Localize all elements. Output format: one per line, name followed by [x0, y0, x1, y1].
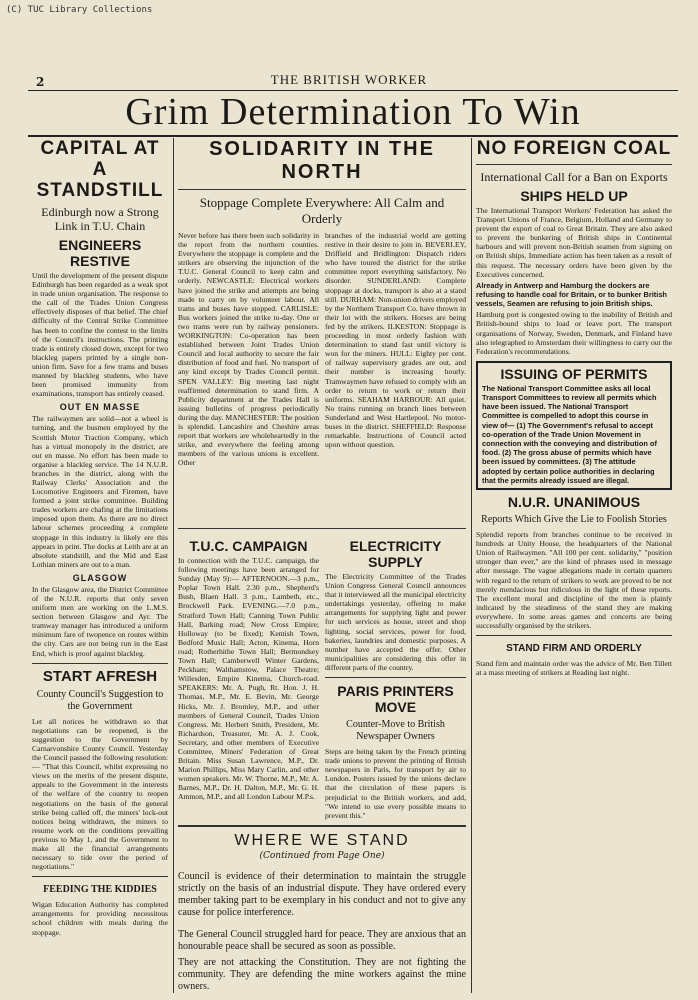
- section-head-electricity: ELECTRICITY SUPPLY: [349, 538, 442, 570]
- article-title-capital: CAPITAL AT A STANDSTILL: [36, 138, 164, 201]
- article-subtitle-paris: Counter-Move to British Newspaper Owners: [346, 719, 445, 743]
- article-text: In the Glasgow area, the District Committee of the N.U.R. reports that only seven uniform men are working on the L.M.S. section between Glasgow and Ayr. The tramway manager has introduced a uniform minimum fare of twopence on routes within the city. Cars are not being run in the East End, which is proof against blackleg.: [32, 584, 168, 658]
- section-head-tuc-campaign: T.U.C. CAMPAIGN: [189, 538, 308, 554]
- article-text: Council is evidence of their determination to maintain the struggle strictly on the basis of an industrial dispute. They have ordered every member taking part to be exemplary in his conduct and not to give any cause for police interference.: [178, 871, 466, 918]
- article-text: Wigan Education Authority has completed arrangements for providing necessitous school children with meals during the stoppage.: [32, 900, 168, 937]
- section-head-engineers: ENGINEERS RESTIVE: [58, 237, 142, 269]
- article-title-foreign-coal: NO FOREIGN COAL: [476, 138, 672, 159]
- article-subtitle-capital: Edinburgh now a Strong Link in T.U. Chain: [41, 205, 159, 233]
- section-divider: [476, 635, 672, 636]
- section-divider: [476, 164, 672, 165]
- section-divider: [178, 825, 466, 827]
- article-text: Never before has there been such solidarity in the report from the northern counties. Everywhere the stoppage is complete and the strikers are observing the injunction of the T.U.C. General Council to keep calm and orderly. NEWCASTLE: Electrical workers have joined the strike and attempts are being made to carry on by volunteer labour. All trams and buses have stopped. CARLISLE: Bus workers joined the strike to-day. One or two trams were run by railway pensioners. WORKINGTON: Co-operation has been established between Joint Trades Union Council and local authority to secure the fair distribution of food and fuel. No transport of any kind except by Trades Council permit. SPEN VALLEY: Big meeting last night reaffirmed determination to stand firm. A Publicity department at the Trades Hall is issuing bulletins of progress periodically during the day. MANCHESTER: The position is splendid. Lancashire and Cheshire areas report that workers are wholeheartedly in the strike, and everywhere the feeling among members of the various unions is excellent. Other: [178, 231, 319, 468]
- section-head-stand-firm: STAND FIRM AND ORDERLY: [506, 643, 642, 655]
- article-text: Let all notices be withdrawn so that negotiations can be reopened, is the suggestion to the Government by Carnarvonshire County Council. Yesterday the Council passed the following resolution:— "That this Council, whilst expressing no views on the merits of the present dispute, appeals to the Government in the interests of the welfare of the country to reopen negotiations on the basis of the general strike being called off, the miners' lock-out notices being withdrawn, the miners to resume work on the conditions prevailing previous to May 1, and the Government to make all the financial arrangements necessary to tide over the period of negotiations.": [32, 716, 168, 872]
- column-left: [32, 138, 168, 996]
- page-headline: Grim Determination To Win: [125, 91, 581, 133]
- article-title-solidarity: SOLIDARITY IN THE NORTH: [209, 138, 435, 183]
- article-text: In connection with the T.U.C. campaign, the following meetings have been arranged for Sunday (May 9):— AFTERNOON.—3 p.m., Poplar Town Hall. 2.30 p.m., Shepherd's Bush, Blaen Hall. 3 p.m., Lambeth, etc., Brockwell Park. EVENING.—7.0 p.m., Stratford Town Hall; Canning Town Public Hall, Barking road; New Cross Empire; Holloway (to be fixed); Kentish Town, Bedford Music Hall; Acton, Kinema, Horn road; Rotherhithe Town Hall; Bermondsey Town Hall; Camberwell Winter Gardens, Peckham; Walthamstow, Palace Theatre; Willesden, Empire Kinema, Church-road. SPEAKERS: Mr. A. Pugh, Rt. Hon. J. H. Thomas, M.P., Mr. E. Bevin, Mr. George Hicks, Mr. J. Bromley, M.P., and other members of General Council, Trades Union Congress. Mr. Herbert Smith, President, Mr. Richardson, Treasurer, Mr. A. J. Cook, Secretary, and other members of Executive Committee, Miners' Federation of Great Britain. Miss Susan Lawrence, M.P., Dr. Marion Phillips, Miss Mary Carlin, and other women speakers. Mr. W. Thorne, M.P., Mr. A. Barnes, M.P., Dr. H. Dalton, M.P., Mr. G. H. Ammon, M.P., and all London Labour M.P.s.: [178, 556, 319, 802]
- section-head-permits: ISSUING OF PERMITS: [500, 365, 648, 382]
- section-head-paris: PARIS PRINTERS MOVE: [337, 683, 454, 716]
- section-divider: [325, 677, 466, 678]
- article-text-bold: Already in Antwerp and Hamburg the dockers are refusing to handle coal for Britain, or to bunker British vessels, Seamen are refusing to join British ships.: [476, 280, 667, 309]
- section-head-out-en-masse: OUT EN MASSE: [59, 402, 141, 413]
- column-center: [178, 138, 466, 996]
- continued-note: (Continued from Page One): [259, 851, 385, 861]
- section-head-start-afresh: START AFRESH: [42, 667, 158, 685]
- article-text: Hamburg port is congested owing to the inability of British and British-bound ships to load or leave port. The transport organisations of Norway, Sweden, Denmark, and Finland have also telegraphed to Amsterdam their willingness to carry out the Federation's recommendations.: [476, 310, 672, 356]
- copyright-notice: (C) TUC Library Collections: [6, 5, 153, 15]
- headline-rule: [28, 135, 678, 137]
- column-divider-right: [471, 138, 472, 993]
- permits-box: [476, 361, 672, 490]
- section-head-ships-held-up: SHIPS HELD UP: [520, 188, 628, 204]
- article-text: Stand firm and maintain order was the advice of Mr. Ben Tillett at a mass meeting of strikers at Reading last night.: [476, 659, 672, 678]
- section-divider: [178, 189, 466, 190]
- article-text: Splendid reports from branches continue to be received in hundreds at Unity House, the headquarters of the National Union of Railwaymen. "All 100 per cent. solidarity," "position stronger than ever," are the kind of phrases used in message after message. The vague allegations made in certain quarters with regard to the return of strikers to work are proved to be not merely mendacious but ridiculous in the light of these reports. The excellent moral and discipline of the men is plainly indicated by the steadiness of the stand they are making everywhere. In some areas games and concerts are being successfully organised by the strikers.: [476, 530, 672, 630]
- article-subtitle-county: County Council's Suggestion to the Government: [36, 688, 164, 712]
- solidarity-body: [178, 231, 466, 523]
- article-text: Until the development of the present dispute Edinburgh has been regarded as a weak spot in trade union organisation. The response to the call of the Trades Union Congress effectively disposes of that belief. The chief difficulty of the Central Strike Committee has been to confine the contest to the limits of the Council's instructions. The printing trade is entirely closed down, except for two blackleg papers printed by a single non-union firm. Save for a few trams and buses manned by blackleg students, who have been promised immunity from examinations, transport has entirely ceased.: [32, 271, 168, 399]
- page-number: 2: [36, 75, 45, 89]
- article-subtitle-foreign-coal: International Call for a Ban on Exports: [480, 170, 668, 184]
- column-right: [476, 138, 672, 996]
- article-text: branches of the industrial world are getting restive in their desire to join in. BEVERLEY, Driffield and Bridlington: Dispatch riders who have toured the district for the strike committee report everything satisfactory. No disorder. SUNDERLAND: Complete stoppage at docks, transport is also at a stand still. DURHAM: Non-union drivers employed by the Northern Transport Co. have thrown in their lot with the strikers. Horses are being fed by the strikers. ILKESTON: Stoppage is proceeding in most orderly fashion with determination to stand fast until victory is won for the miners. HULL: Eighty per cent. of railway supervisory grades are out, and their number is increasing hourly. Tramwaymen have refused to comply with an order to return to work or return their uniforms. SEAHAM HARBOUR: All quiet. No trains running on branch lines between Sunderland and West Hartlepool. No motor-buses in the district. SHEFFIELD: Response remarkable. Instructions of Council acted upon without question.: [325, 231, 466, 450]
- article-text: Steps are being taken by the French printing trade unions to prevent the printing of British newspapers in Paris, for transport by air to London. Posters issued by the unions declare that the circulation of these papers is prejudicial to the British workers, and add, "We intend to use every possible means to prevent this.": [325, 747, 466, 820]
- campaign-electricity-row: [178, 534, 466, 820]
- article-text-bold: The National Transport Committee asks all local Transport Committees to review all permits which have been issued. The National Transport Committee is compelled to adopt this course in view of— (1) The Government's refusal to accept co-operation of the Trade Union Movement in connection with the conveying and distribution of food. (2) The gross abuse of permits which have been issued by committees. (3) The attitude adopted by certain police authorities in declaring that the permits already issued are illegal.: [482, 383, 657, 485]
- article-text: The railwaymen are solid—not a wheel is turning, and the busmen employed by the Scottish Motor Traction Company, which has a virtual monopoly in the district, are out en masse. No effort has been made to organise a blackleg service. The 14 N.U.R. branches in the district, along with the Railway Clerks' Association and the Locomotive Engineers and Firemen, have formed a joint strike committee. Building trades workers are chafing at the limitations imposed upon them. As there are no direct labour schemes proceeding a complete stoppage in this industry is likely ere this appears in print. The docks at Leith are at an absolute standstill, and the Mid and East Lothian miners are out to a man.: [32, 414, 168, 569]
- article-text: The International Transport Workers' Federation has asked the Transport Unions of France, Belgium, Holland and Germany to prevent the export of coal to Great Britain. They are also asked to prevent the bunkering of British ships in Continental harbours and will prevent non-British seamen from signing on on British ships. Immediate action has been taken as a result of this request. The necessary orders have been given by the Executives concerned.: [476, 206, 672, 279]
- section-divider: [32, 876, 168, 877]
- article-text: They are not attacking the Constitution. They are not fighting the community. They are defending the mine workers against the mine owners.: [178, 957, 466, 992]
- masthead: THE BRITISH WORKER: [270, 72, 428, 87]
- section-divider: [32, 663, 168, 664]
- article-subtitle-solidarity: Stoppage Complete Everywhere: All Calm and Orderly: [199, 195, 445, 226]
- article-subtitle-nur: Reports Which Give the Lie to Foolish Stories: [481, 514, 667, 526]
- article-text: The Electricity Committee of the Trades Union Congress General Council announces that it interviewed all the municipal electricity undertakings yesterday, offering to make arrangements for supplying light and power for such services as house, street and shop lighting, social services, power for food, bakeries, laundries and domestic purposes. A number have accepted the offer. Other municipalities are considering this offer in different parts of the country.: [325, 572, 466, 672]
- section-head-where-we-stand: WHERE WE STAND: [234, 832, 410, 849]
- column-divider-left: [173, 138, 174, 993]
- section-head-nur: N.U.R. UNANIMOUS: [507, 494, 641, 511]
- article-text: The General Council struggled hard for peace. They are anxious that an honourable peace shall be secured as soon as possible.: [178, 929, 466, 952]
- section-head-glasgow: GLASGOW: [72, 572, 128, 583]
- section-head-feeding: FEEDING THE KIDDIES: [43, 884, 157, 896]
- section-divider: [178, 528, 466, 529]
